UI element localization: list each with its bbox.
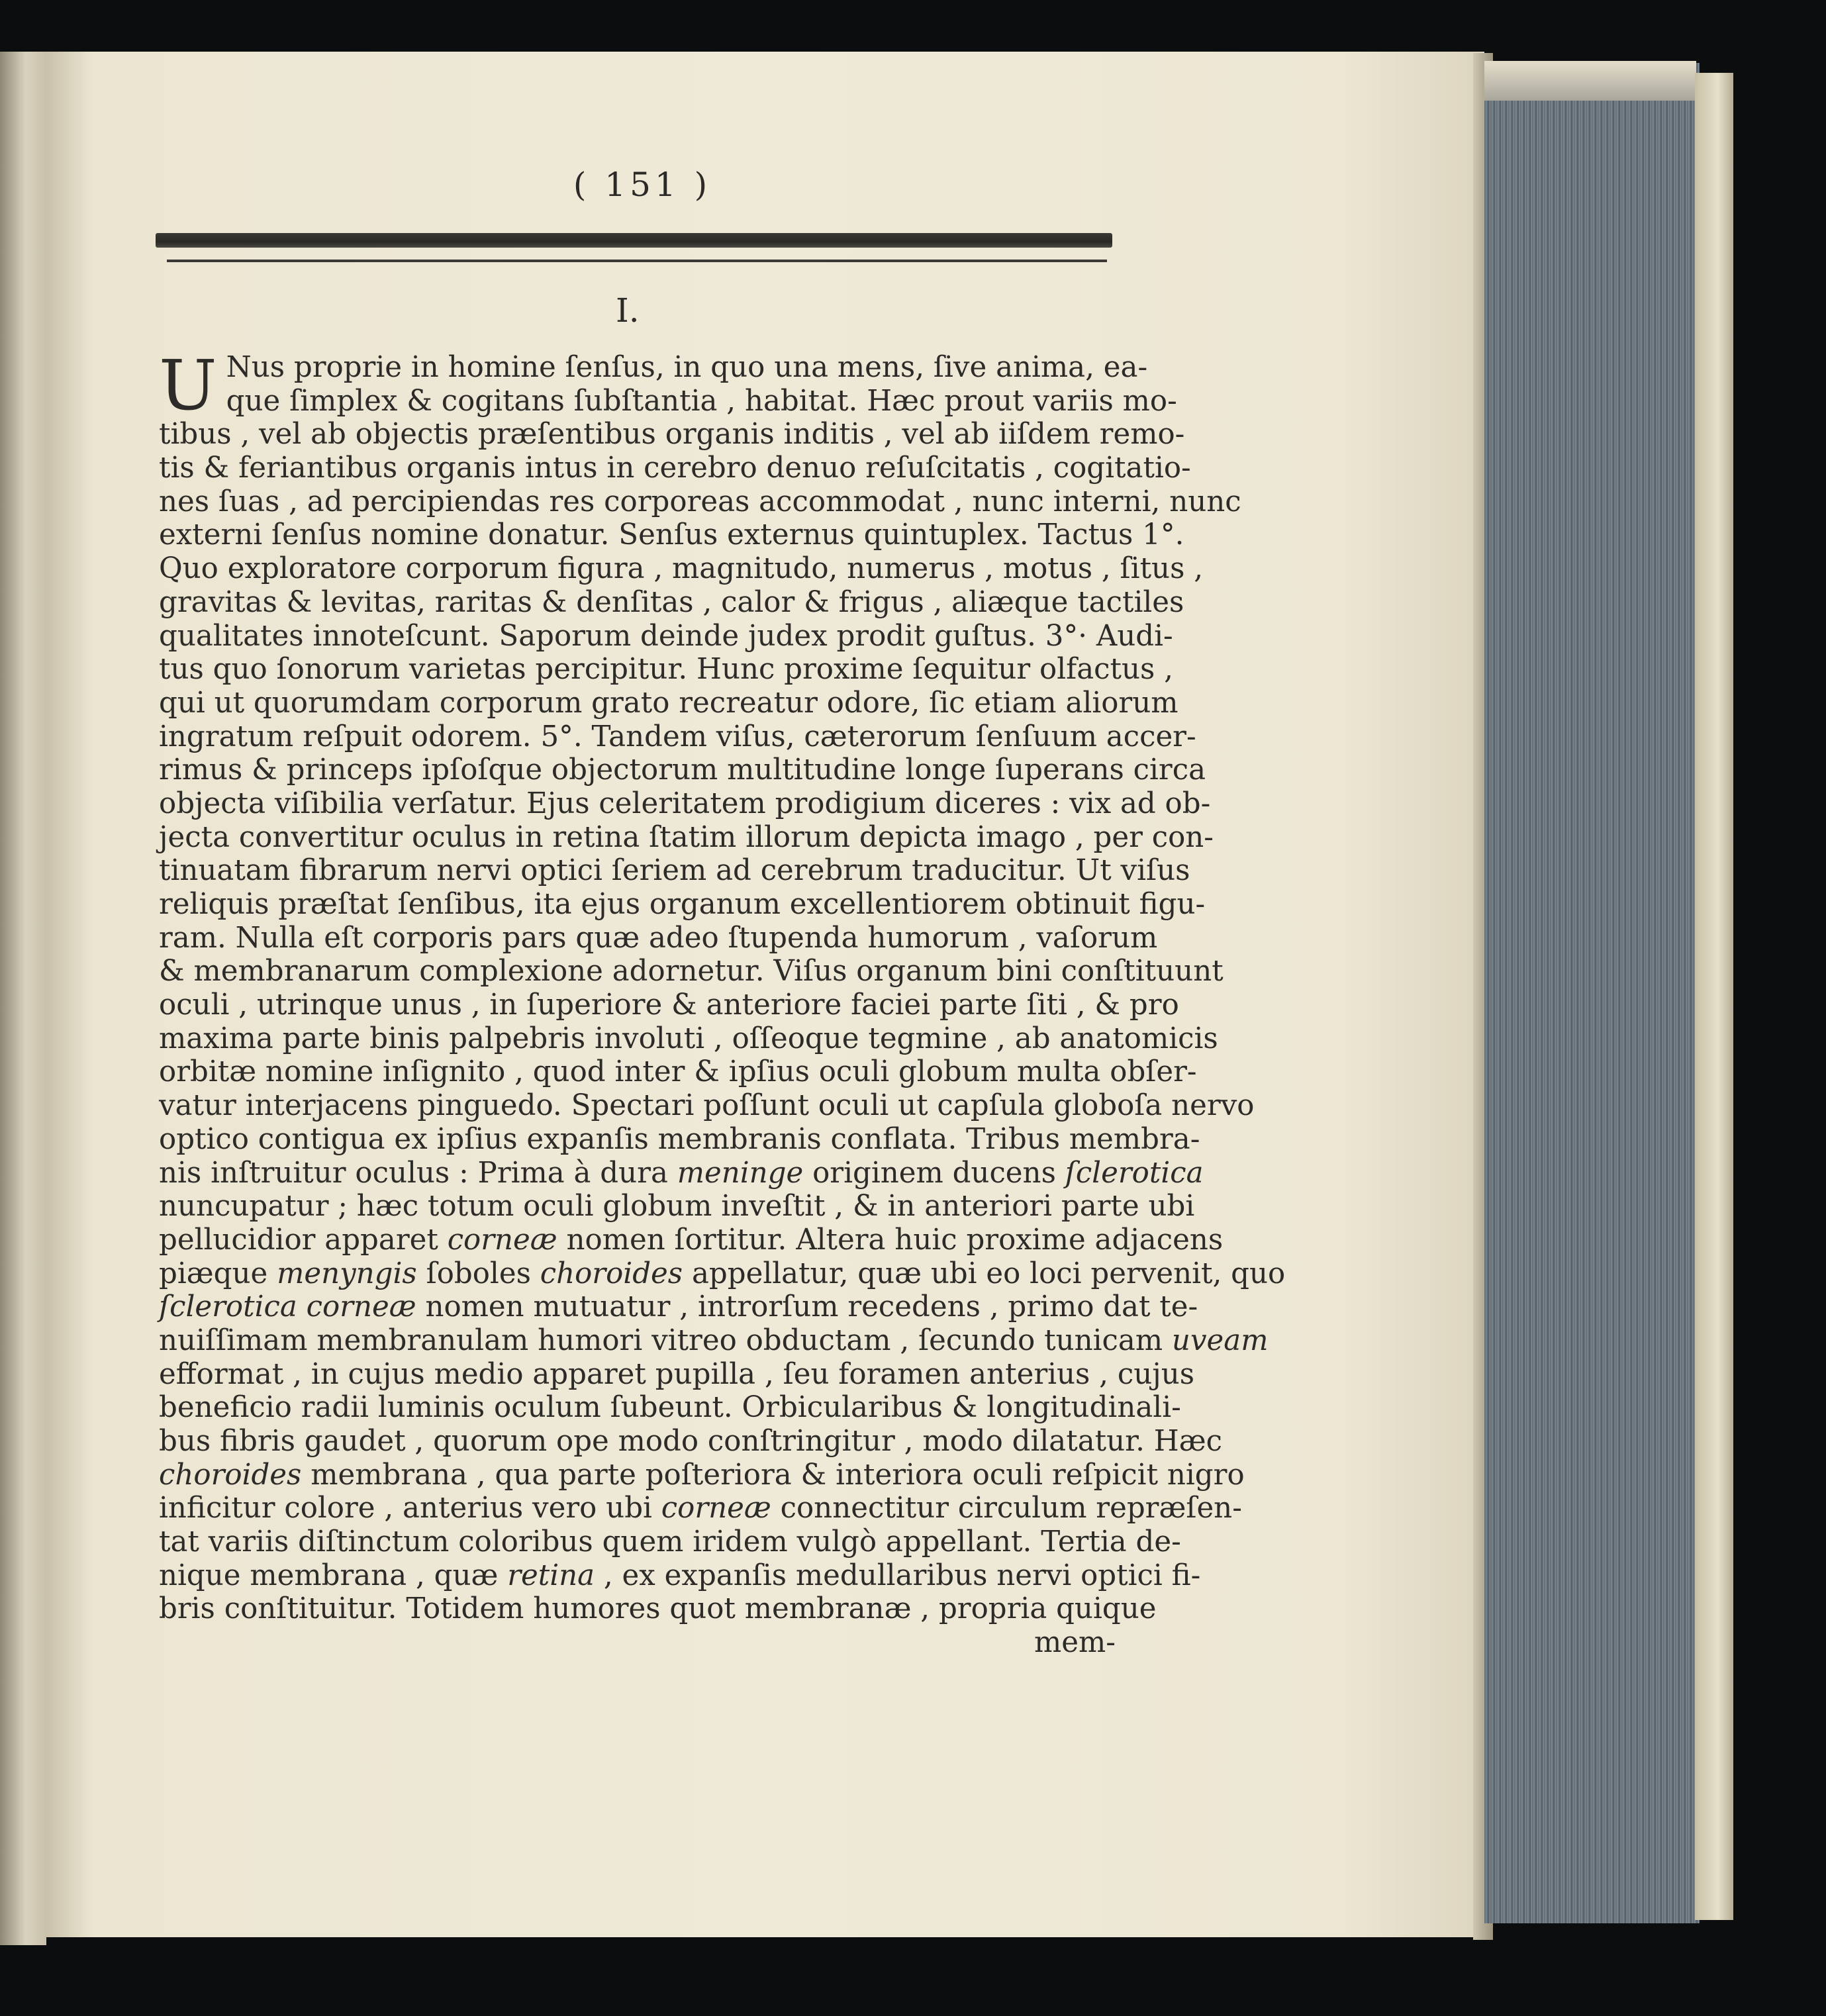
text-run: nuiſſimam membranulam humori vitreo obductam , ſecundo tunicam [159, 1323, 1172, 1357]
book-cover-edge [1695, 73, 1733, 1920]
text-line [159, 653, 1173, 687]
text-line [159, 1458, 1245, 1492]
text-line [159, 820, 1214, 855]
header-rule-thin [167, 260, 1107, 262]
book-fore-edge [1484, 63, 1700, 1923]
text-line [159, 686, 1178, 720]
italic-term: uveam [1171, 1323, 1269, 1357]
text-line [159, 619, 1173, 653]
text-line [159, 753, 1206, 787]
text-run: appellatur, quæ ubi eo loci pervenit, quo [683, 1257, 1286, 1290]
text-run: qui ut quorumdam corporum grato recreatur odore, ſic etiam aliorum [159, 686, 1178, 720]
text-run: , ex expanſis medullaribus nervi optici fi- [595, 1559, 1201, 1592]
italic-term: meninge [677, 1156, 804, 1190]
text-line [159, 585, 1184, 620]
text-line [159, 351, 1148, 385]
text-run: ram. Nulla eſt corporis pars quæ adeo ſtupenda humorum , vaſorum [159, 921, 1158, 955]
text-line [159, 418, 1185, 452]
text-run: pellucidior apparet [159, 1223, 448, 1257]
text-line [159, 1592, 1157, 1626]
text-line [159, 1190, 1195, 1224]
text-line [159, 518, 1184, 552]
text-run: efformat , in cujus medio apparet pupilla , ſeu foramen anterius , cujus [159, 1357, 1195, 1391]
text-run: nes ſuas , ad percipiendas res corporeas accommodat , nunc interni, nunc [159, 485, 1241, 518]
text-line [159, 384, 1177, 418]
text-line [159, 1492, 1242, 1525]
text-line [159, 1089, 1255, 1123]
text-run: nomen ſortitur. Altera huic proxime adjacens [557, 1223, 1224, 1257]
text-run: membrana , qua parte poſteriora & interiora oculi reſpicit nigro [301, 1458, 1245, 1492]
text-line [159, 1425, 1222, 1459]
text-run: beneficio radii luminis oculum ſubeunt. Orbicularibus & longitudinali- [159, 1391, 1181, 1425]
text-run: optico contigua ex ipſius expanſis membranis conflata. Tribus membra- [159, 1122, 1200, 1156]
text-run: & membranarum complexione adornetur. Viſus organum bini conſtituunt [159, 955, 1224, 988]
page-number: ( 151 ) [573, 166, 712, 204]
italic-term: corneæ [661, 1492, 771, 1525]
text-line [159, 1055, 1197, 1089]
text-run: tibus , vel ab objectis præſentibus organis inditis , vel ab iiſdem remo- [159, 418, 1185, 452]
book-fore-edge-top [1484, 61, 1696, 101]
text-run: mem- [1034, 1626, 1116, 1660]
text-line [159, 1323, 1269, 1358]
text-line [159, 988, 1179, 1022]
text-line [159, 955, 1224, 988]
text-run: ingratum reſpuit odorem. 5°. Tandem viſus, cæterorum ſenſuum accer- [159, 720, 1196, 753]
text-line [159, 452, 1191, 485]
text-run: reliquis præſtat ſenſibus, ita ejus organum excellentiorem obtinuit figu- [159, 888, 1206, 921]
text-run: bris conſtituitur. Totidem humores quot membranæ , propria quique [159, 1592, 1157, 1626]
text-line [159, 1391, 1181, 1425]
text-run: nuncupatur ; hæc totum oculi globum inveſtit , & in anteriori parte ubi [159, 1190, 1195, 1224]
text-run: maxima parte binis palpebris involuti , oſſeoque tegmine , ab anatomicis [159, 1022, 1218, 1055]
text-run: inficitur colore , anterius vero ubi [159, 1492, 661, 1525]
text-line [159, 1559, 1201, 1593]
italic-term: ſclerotica corneæ [159, 1290, 416, 1324]
text-run: externi ſenſus nomine donatur. Senſus externus quintuplex. Tactus 1°. [159, 518, 1184, 552]
text-run: orbitæ nomine inſignito , quod inter & ipſius oculi globum multa obſer- [159, 1055, 1197, 1089]
text-run: objecta viſibilia verſatur. Ejus celeritatem prodigium diceres : vix ad ob- [159, 787, 1211, 820]
text-run: Nus proprie in homine ſenſus, in quo una mens, ſive anima, ea- [226, 351, 1148, 384]
text-line [159, 1156, 1204, 1190]
text-run: tus quo ſonorum varietas percipitur. Hunc proxime ſequitur olfactus , [159, 653, 1173, 687]
text-run: que ſimplex & cogitans ſubſtantia , habitat. Hæc prout variis mo- [226, 384, 1177, 418]
text-run: piæque [159, 1257, 277, 1290]
text-line [159, 1122, 1200, 1157]
text-line [159, 921, 1158, 955]
text-run: bus fibris gaudet , quorum ope modo conſtringitur , modo dilatatur. Hæc [159, 1425, 1222, 1458]
text-line [159, 552, 1204, 586]
text-run: tis & feriantibus organis intus in cerebro denuo reſuſcitatis , cogitatio- [159, 452, 1191, 485]
italic-term: corneæ [447, 1223, 557, 1257]
text-line [159, 485, 1241, 519]
text-line [159, 720, 1196, 754]
text-line [159, 1022, 1218, 1056]
text-run: gravitas & levitas, raritas & denſitas , calor & frigus , aliæque tactiles [159, 585, 1184, 619]
text-run: tinuatam fibrarum nervi optici ſeriem ad cerebrum traducitur. Ut viſus [159, 854, 1190, 888]
text-line [159, 1357, 1195, 1392]
text-lines [159, 345, 1286, 1660]
text-run: Quo exploratore corporum figura , magnitudo, numerus , motus , ſitus , [159, 552, 1204, 586]
drop-cap: U [159, 345, 217, 426]
body-text [159, 345, 1286, 1660]
text-line [159, 888, 1206, 922]
text-run: vatur interjacens pinguedo. Spectari poſſunt oculi ut capſula globoſa nervo [159, 1089, 1255, 1123]
text-run: ſoboles [416, 1257, 540, 1290]
text-run: nis inſtruitur oculus : Prima à dura [159, 1156, 677, 1190]
text-run: qualitates innoteſcunt. Saporum deinde judex prodit guſtus. 3°· Audi- [159, 619, 1173, 653]
text-run: oculi , utrinque unus , in ſuperiore & anteriore faciei parte ſiti , & pro [159, 988, 1179, 1022]
text-line [159, 1290, 1198, 1324]
section-number: I. [616, 291, 640, 330]
text-run: nique membrana , quæ [159, 1559, 508, 1592]
text-line [159, 1626, 1116, 1660]
text-line [159, 1223, 1224, 1257]
italic-term: ſclerotica [1065, 1156, 1204, 1190]
italic-term: choroides [159, 1458, 302, 1492]
text-line [159, 854, 1190, 888]
text-run: jecta convertitur oculus in retina ſtatim illorum depicta imago , per con- [159, 820, 1214, 854]
italic-term: menyngis [277, 1257, 417, 1290]
text-line [159, 1525, 1181, 1559]
text-line [159, 1257, 1286, 1291]
italic-term: retina [507, 1559, 595, 1592]
italic-term: choroides [540, 1257, 683, 1290]
left-page-edge [0, 52, 46, 1945]
text-run: rimus & princeps ipſoſque objectorum multitudine longe ſuperans circa [159, 753, 1206, 787]
text-run: connectitur circulum repræſen- [771, 1492, 1242, 1525]
header-rule-thick [156, 233, 1112, 248]
text-run: originem ducens [803, 1156, 1065, 1190]
text-line [159, 787, 1211, 821]
text-run: nomen mutuatur , introrſum recedens , primo dat te- [416, 1290, 1198, 1324]
text-run: tat variis diſtinctum coloribus quem iridem vulgò appellant. Tertia de- [159, 1525, 1181, 1559]
